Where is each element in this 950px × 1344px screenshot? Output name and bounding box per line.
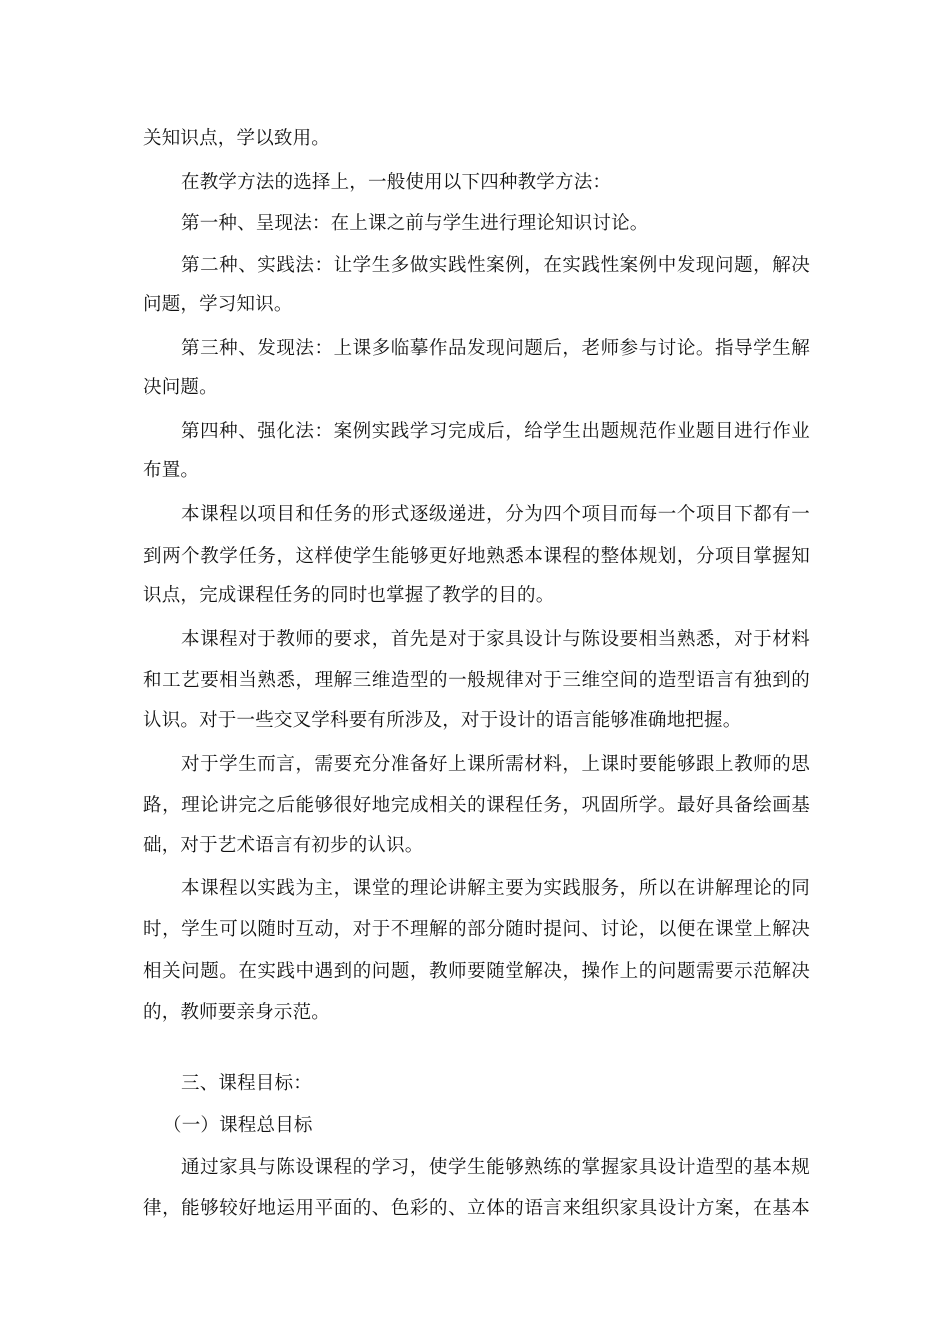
body-text-line: 布置。 xyxy=(143,460,200,481)
body-text-line: 问题，学习知识。 xyxy=(143,294,293,315)
body-text-line: 第一种、呈现法：在上课之前与学生进行理论知识讨论。 xyxy=(181,213,649,234)
body-text-line: 时，学生可以随时互动，对于不理解的部分随时提问、讨论，以便在课堂上解决 xyxy=(143,919,810,940)
body-text-line: 础，对于艺术语言有初步的认识。 xyxy=(143,835,424,856)
body-text-line: 通过家具与陈设课程的学习，使学生能够熟练的掌握家具设计造型的基本规 xyxy=(181,1157,810,1178)
body-text-line: 本课程以项目和任务的形式逐级递进，分为四个项目而每一个项目下都有一 xyxy=(181,504,810,525)
body-text-line: 的，教师要亲身示范。 xyxy=(143,1002,331,1023)
body-text-line: 和工艺要相当熟悉，理解三维造型的一般规律对于三维空间的造型语言有独到的 xyxy=(143,670,810,691)
body-text-line: 本课程对于教师的要求，首先是对于家具设计与陈设要相当熟悉，对于材料 xyxy=(181,629,810,650)
body-text-line: 对于学生而言，需要充分准备好上课所需材料，上课时要能够跟上教师的思 xyxy=(181,754,810,775)
body-text-line: 关知识点，学以致用。 xyxy=(143,128,331,149)
body-text-line: 第四种、强化法：案例实践学习完成后，给学生出题规范作业题目进行作业 xyxy=(181,421,810,442)
body-text-line: 相关问题。在实践中遇到的问题，教师要随堂解决，操作上的问题需要示范解决 xyxy=(143,961,810,982)
subsection-heading: （一）课程总目标 xyxy=(163,1115,313,1136)
body-text-line: 识点，完成课程任务的同时也掌握了教学的目的。 xyxy=(143,585,555,606)
body-text-line: 在教学方法的选择上，一般使用以下四种教学方法： xyxy=(181,172,612,193)
body-text-line: 第三种、发现法：上课多临摹作品发现问题后，老师参与讨论。指导学生解 xyxy=(181,338,810,359)
body-text-line: 认识。对于一些交叉学科要有所涉及，对于设计的语言能够准确地把握。 xyxy=(143,710,742,731)
body-text-line: 路，理论讲完之后能够很好地完成相关的课程任务，巩固所学。最好具备绘画基 xyxy=(143,795,810,816)
body-text-line: 决问题。 xyxy=(143,377,218,398)
body-text-line: 本课程以实践为主，课堂的理论讲解主要为实践服务，所以在讲解理论的同 xyxy=(181,878,810,899)
section-heading: 三、课程目标： xyxy=(181,1073,312,1094)
body-text-line: 律，能够较好地运用平面的、色彩的、立体的语言来组织家具设计方案，在基本 xyxy=(143,1198,810,1219)
body-text-line: 到两个教学任务，这样使学生能够更好地熟悉本课程的整体规划，分项目掌握知 xyxy=(143,546,810,567)
body-text-line: 第二种、实践法：让学生多做实践性案例，在实践性案例中发现问题，解决 xyxy=(181,255,810,276)
